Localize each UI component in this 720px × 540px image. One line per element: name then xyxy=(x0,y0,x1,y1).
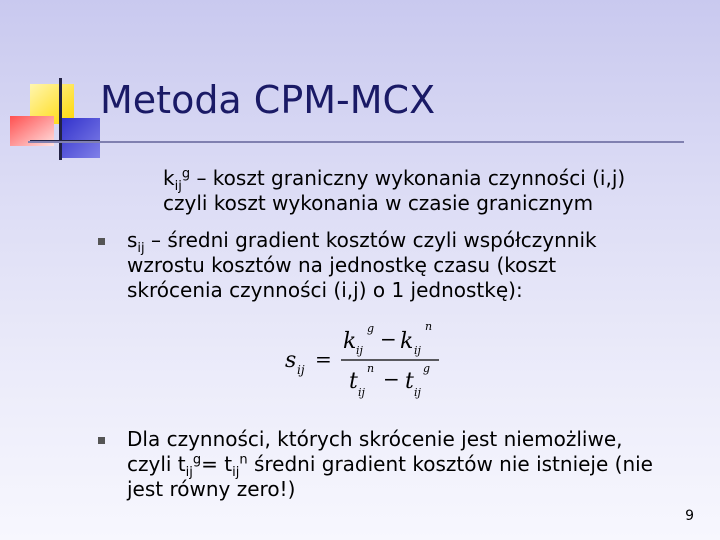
bullet-1-text xyxy=(127,228,687,303)
bullet-2-line-2 xyxy=(127,452,697,480)
formula-num-minus: − xyxy=(380,327,397,351)
blue-square xyxy=(62,118,100,158)
bullet-2-line-1: Dla czynności, których skrócenie jest niemożliwe, xyxy=(127,427,623,451)
formula-lhs-sub: ij xyxy=(297,363,305,377)
formula-equals: = xyxy=(315,347,332,371)
intro-text: – koszt graniczny wykonania czynności (i,j) xyxy=(190,166,626,190)
bullet-icon xyxy=(98,238,105,245)
superscript-g: g xyxy=(181,166,191,182)
bullet-1-line-2: wzrostu kosztów na jednostkę czasu (koszt xyxy=(127,253,557,277)
bullet-1-rest: – średni gradient kosztów czyli współczynnik xyxy=(144,228,597,252)
intro-paragraph xyxy=(163,166,625,216)
bullet-2-pre: czyli t xyxy=(127,452,186,476)
formula-num-k2-sup: n xyxy=(425,320,433,333)
subscript-ij: ij xyxy=(174,179,182,194)
subscript-ij: ij xyxy=(185,465,193,480)
bullet-icon xyxy=(98,437,105,444)
subscript-ij: ij xyxy=(232,465,240,480)
formula-num-k2: k xyxy=(400,329,414,354)
gradient-formula xyxy=(283,318,443,402)
formula-den-t2-sup: g xyxy=(423,362,431,375)
symbol-k: k xyxy=(163,166,175,190)
bullet-2-text xyxy=(127,427,697,502)
intro-line-1 xyxy=(163,166,626,194)
symbol-s: s xyxy=(127,228,138,252)
formula-den-t1-sub: ij xyxy=(358,386,365,399)
vertical-line xyxy=(59,78,62,160)
slide-title: Metoda CPM-MCX xyxy=(100,78,436,122)
formula-lhs-s: s xyxy=(285,348,297,373)
formula-den-t1-sup: n xyxy=(367,362,375,375)
bullet-2-post: średni gradient kosztów nie istnieje (nie xyxy=(247,452,653,476)
formula-num-k1-sup: g xyxy=(367,322,375,335)
title-divider xyxy=(28,141,684,143)
formula-den-t2-sub: ij xyxy=(414,386,421,399)
formula-num-k2-sub: ij xyxy=(414,344,421,357)
bullet-1-line-3: skrócenia czynności (i,j) o 1 jednostkę): xyxy=(127,278,523,302)
formula-den-t2: t xyxy=(405,369,414,394)
page-number: 9 xyxy=(685,508,694,524)
bullet-2-mid: = t xyxy=(201,452,233,476)
superscript-n: n xyxy=(239,452,248,468)
bullet-1-line-1 xyxy=(127,228,687,256)
superscript-g: g xyxy=(192,452,202,468)
formula-num-k1: k xyxy=(343,329,357,354)
intro-line-2: czyli koszt wykonania w czasie granicznym xyxy=(163,191,594,215)
formula-den-minus: − xyxy=(383,367,400,391)
subscript-ij: ij xyxy=(137,241,145,256)
decorative-squares xyxy=(0,0,110,170)
formula-den-t1: t xyxy=(349,369,358,394)
bullet-2-line-3: jest równy zero!) xyxy=(127,477,296,501)
formula-num-k1-sub: ij xyxy=(356,344,363,357)
